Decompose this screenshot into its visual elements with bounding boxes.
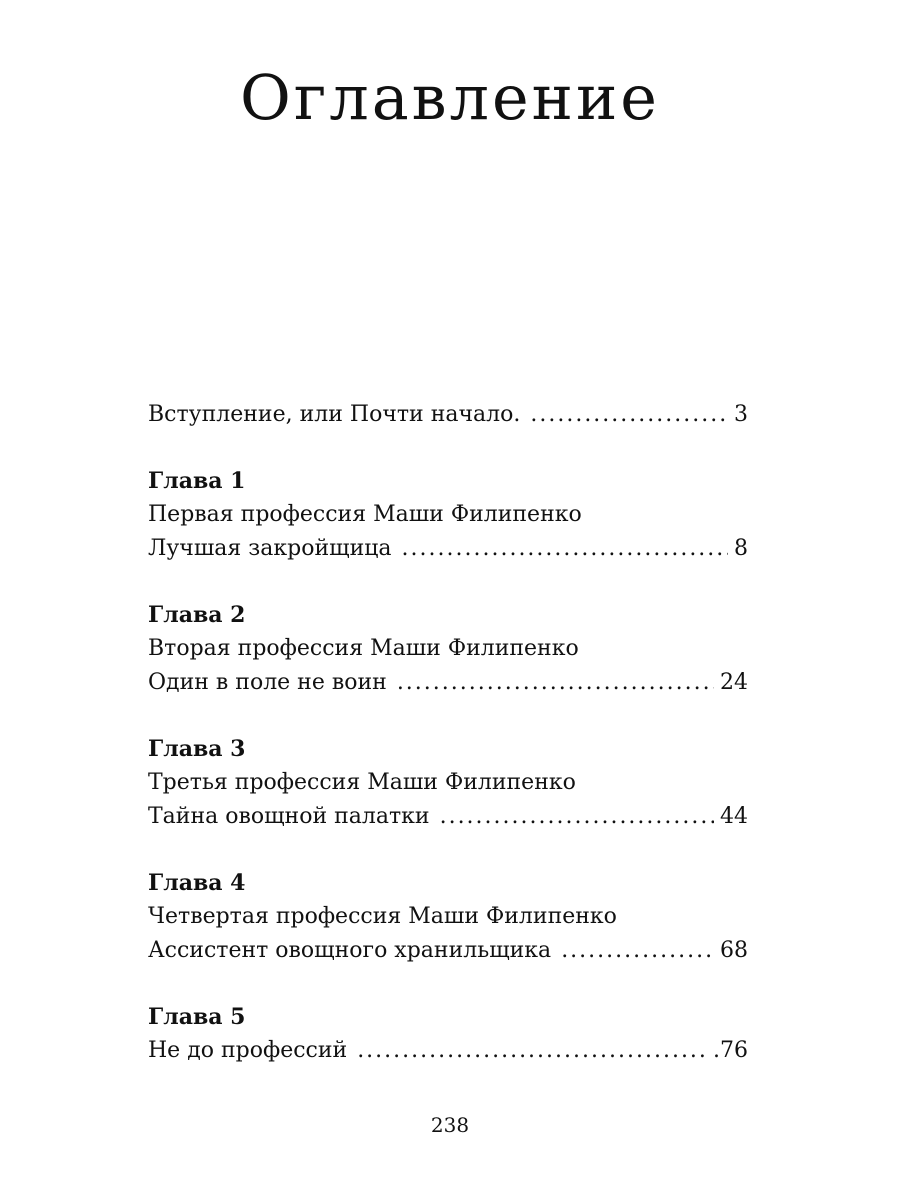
toc-entry-chapter-1[interactable] xyxy=(148,532,748,566)
toc-chapter-3 xyxy=(148,732,748,834)
page-number: 238 xyxy=(430,1113,470,1137)
chapter-label: Глава 3 xyxy=(148,736,246,762)
chapter-label: Глава 2 xyxy=(148,602,246,628)
entry-page-number: 8 xyxy=(734,536,748,561)
entry-page-number: 44 xyxy=(720,804,748,829)
toc-chapter-2 xyxy=(148,598,748,700)
chapter-subtitle: Четвертая профессия Маши Филипенко xyxy=(148,904,617,929)
toc-entry-chapter-3[interactable] xyxy=(148,800,748,834)
toc-intro xyxy=(148,398,748,432)
dot-leader xyxy=(440,800,714,834)
entry-page-number: 24 xyxy=(720,670,748,695)
entry-page-number: .76 xyxy=(713,1038,748,1063)
entry-title: Вступление, или Почти начало. xyxy=(148,402,521,427)
table-of-contents xyxy=(148,398,748,1100)
entry-title: Один в поле не воин xyxy=(148,670,387,695)
chapter-subtitle: Первая профессия Маши Филипенко xyxy=(148,502,582,527)
chapter-subtitle: Третья профессия Маши Филипенко xyxy=(148,770,576,795)
chapter-subtitle: Вторая профессия Маши Филипенко xyxy=(148,636,579,661)
page-title: Оглавление xyxy=(240,61,660,134)
dot-leader xyxy=(357,1034,707,1068)
dot-leader xyxy=(561,934,714,968)
toc-chapter-5 xyxy=(148,1000,748,1068)
entry-title: Не до профессий xyxy=(148,1038,348,1063)
dot-leader xyxy=(530,398,728,432)
chapter-label: Глава 4 xyxy=(148,870,246,896)
chapter-label: Глава 5 xyxy=(148,1004,246,1030)
dot-leader xyxy=(397,666,714,700)
dot-leader xyxy=(402,532,728,566)
entry-page-number: 68 xyxy=(720,938,748,963)
toc-entry-chapter-4[interactable] xyxy=(148,934,748,968)
entry-title: Ассистент овощного хранильщика xyxy=(148,938,552,963)
toc-chapter-4 xyxy=(148,866,748,968)
entry-page-number: 3 xyxy=(734,402,748,427)
entry-title: Лучшая закройщица xyxy=(148,536,392,561)
toc-entry-chapter-5[interactable] xyxy=(148,1034,748,1068)
toc-entry-chapter-2[interactable] xyxy=(148,666,748,700)
toc-entry-intro[interactable] xyxy=(148,398,748,432)
chapter-label: Глава 1 xyxy=(148,468,246,494)
toc-chapter-1 xyxy=(148,464,748,566)
entry-title: Тайна овощной палатки xyxy=(148,804,430,829)
